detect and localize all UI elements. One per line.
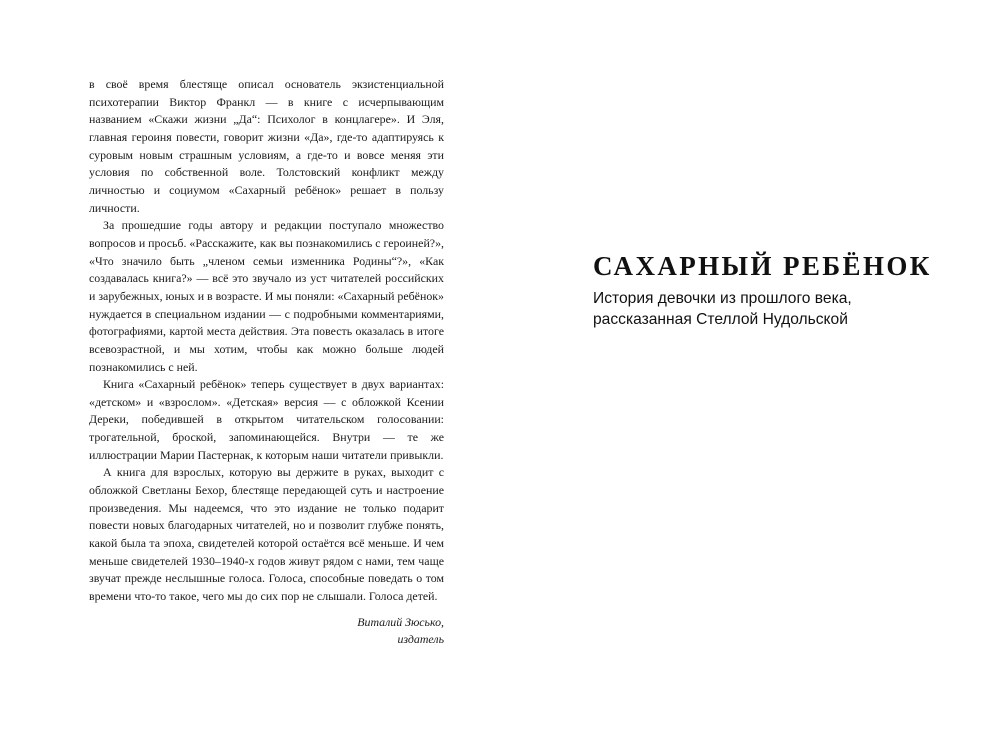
right-page xyxy=(593,251,932,330)
book-subtitle xyxy=(593,289,913,330)
paragraph-2: За прошедшие годы автору и редакции поступало множество вопросов и просьб. «Расскажите, как вы познакомились с героиней?», «Что значило быть „членом семьи изменника Родины“?», «Как создавалась книга?» — всё это звучало из уст читателей российских и зарубежных, юных и в возрасте. И мы поняли: «Сахарный ребёнок» нуждается в специальном издании — с подробными комментариями, фотографиями, картой места действия. Эта повесть оказалась в итоге всевозрастной, и мы хотим, чтобы как можно больше людей познакомились с ней. xyxy=(89,218,444,374)
paragraph-1: в своё время блестяще описал основатель экзистенциальной психотерапии Виктор Франкл — в книге с исчерпывающим названием «Скажи жизни „Да“: Психолог в концлагере». И Эля, главная героиня повести, говорит жизни «Да», где-то адаптируясь к суровым новым страшным условиям, а где-то и вовсе меняя эти условия по собственной воле. Толстовский конфликт между личностью и социумом «Сахарный ребёнок» решает в пользу личности. xyxy=(89,77,444,215)
paragraph-4: А книга для взрослых, которую вы держите в руках, выходит с обложкой Светланы Бехор, блестяще передающей суть и настроение произведения. Мы надеемся, что это издание не только подарит повести новых благодарных читателей, но и позволит глубже понять, какой была та эпоха, свидетелей которой остаётся всё меньше. И чем меньше свидетелей 1930–1940-х годов живут рядом с нами, тем чаще звучат прежде неслышные голоса. Голоса, способные поведать о том времени что-то такое, чего мы до сих пор не слышали. Голоса детей. xyxy=(89,465,444,604)
subtitle-line-2: рассказанная Стеллой Нудольской xyxy=(593,310,848,328)
signature-role: издатель xyxy=(397,632,444,647)
left-page xyxy=(89,76,444,649)
book-title: САХАРНЫЙ РЕБЁНОК xyxy=(593,251,932,281)
subtitle-line-1: История девочки из прошлого века, xyxy=(593,290,852,307)
signature xyxy=(89,614,444,649)
signature-name: Виталий Зюсько, xyxy=(357,614,444,629)
paragraph-3: Книга «Сахарный ребёнок» теперь существует в двух вариантах: «детском» и «взрослом». «Детская» версия — с обложкой Ксении Дереки, победившей в открытом читательском голосовании: трогательной, броской, запоминающейся. Внутри — те же иллюстрации Марии Пастернак, к которым наши читатели привыкли. xyxy=(89,377,444,462)
